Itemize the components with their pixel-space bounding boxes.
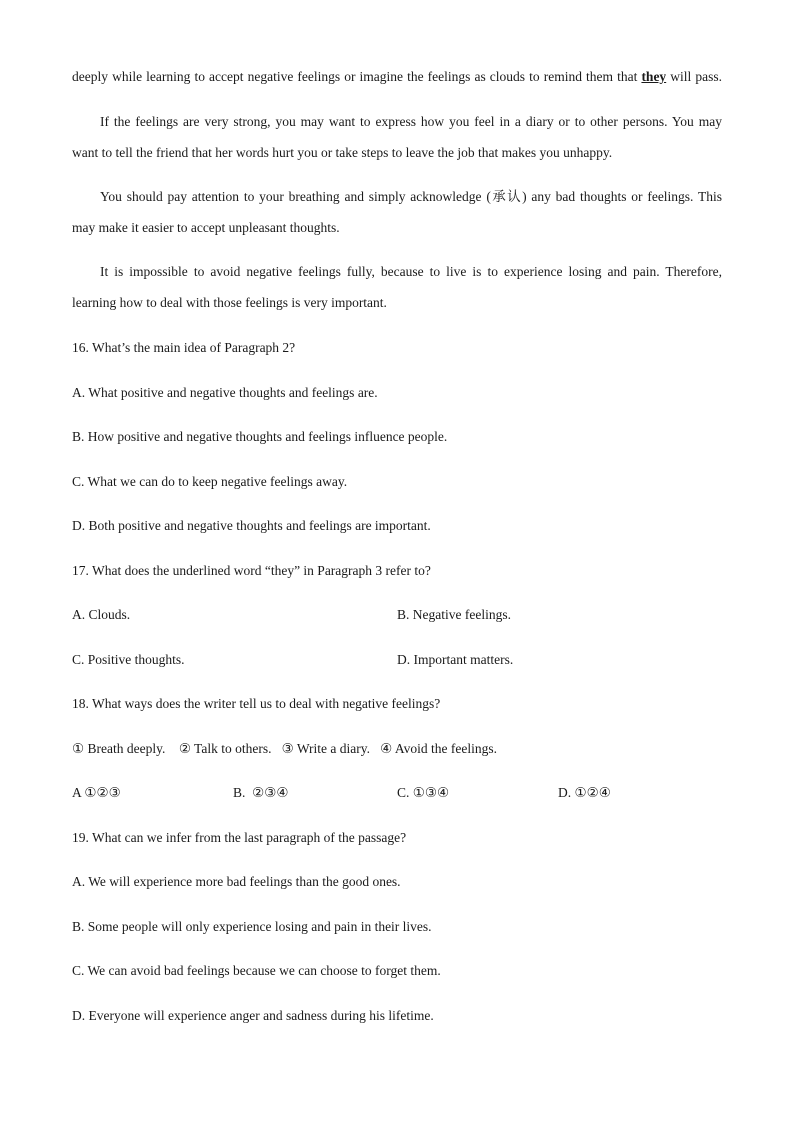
paragraph-6-line-1: It is impossible to avoid negative feelings fully, because to live is to experience losing and pain. Therefore,	[100, 264, 722, 279]
question-stem: 17. What does the underlined word “they” in Paragraph 3 refer to?	[72, 563, 431, 578]
option-c: C. We can avoid bad feelings because we can choose to forget them.	[72, 963, 441, 978]
option-d: D. Both positive and negative thoughts and feelings are important.	[72, 518, 431, 533]
paragraph-4-line-2: want to tell the friend that her words hurt you or take steps to leave the job that makes you unhappy.	[72, 145, 613, 160]
passage-text: deeply while learning to accept negative feelings or imagine the feelings as clouds to remind them that	[72, 69, 642, 84]
option-a: A. What positive and negative thoughts and feelings are.	[72, 385, 378, 400]
option-d: D. Everyone will experience anger and sadness during his lifetime.	[72, 1008, 434, 1023]
option-b: B. ②③④	[233, 785, 289, 800]
option-c: C. Positive thoughts.	[72, 652, 185, 667]
paragraph-3-end	[72, 69, 722, 85]
question-stem: 19. What can we infer from the last paragraph of the passage?	[72, 830, 407, 845]
paragraph-6-line-2: learning how to deal with those feelings is very important.	[72, 295, 387, 310]
numbered-items: ① Breath deeply. ② Talk to others. ③ Write a diary. ④ Avoid the feelings.	[72, 741, 497, 756]
option-a: A. Clouds.	[72, 607, 131, 622]
option-a: A. We will experience more bad feelings than the good ones.	[72, 874, 401, 889]
option-d: D. ①②④	[558, 785, 611, 800]
paragraph-5-line-2: may make it easier to accept unpleasant thoughts.	[72, 220, 340, 235]
option-b: B. How positive and negative thoughts and feelings influence people.	[72, 429, 448, 444]
paragraph-5-line-1: You should pay attention to your breathing and simply acknowledge (承认) any bad thoughts or feelings. This	[100, 189, 722, 204]
question-stem: 18. What ways does the writer tell us to deal with negative feelings?	[72, 696, 441, 711]
paragraph-4-line-1: If the feelings are very strong, you may want to express how you feel in a diary or to other persons. You may	[100, 114, 722, 129]
option-b: B. Some people will only experience losing and pain in their lives.	[72, 919, 432, 934]
underlined-word: they	[641, 69, 667, 84]
option-d: D. Important matters.	[397, 652, 514, 667]
option-b: B. Negative feelings.	[397, 607, 511, 622]
passage-text: will pass.	[666, 69, 722, 84]
option-c: C. ①③④	[397, 785, 450, 800]
question-stem: 16. What’s the main idea of Paragraph 2?	[72, 340, 296, 355]
option-a: A ①②③	[72, 785, 121, 800]
option-c: C. What we can do to keep negative feelings away.	[72, 474, 348, 489]
